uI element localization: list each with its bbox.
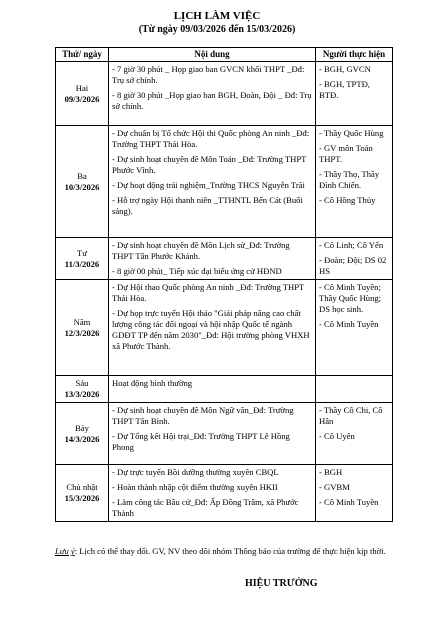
content-item: - Dự sinh hoạt chuyên đề Môn Ngữ văn_Đđ: Trường THPT Tân Bình. [112,405,294,426]
people-cell [316,62,393,126]
footnote [55,546,400,557]
day-cell [56,280,109,376]
people-cell [316,403,393,465]
content-cell [109,62,316,126]
footnote-text: : Lịch có thể thay đổi. GV, NV theo dõi nhóm Thông báo của trường để thực hiện kịp thời. [74,546,386,556]
header-day: Thứ/ ngày [56,48,109,62]
table-row [56,238,393,280]
table-row [56,403,393,465]
day-cell [56,62,109,126]
day-name: Chủ nhật [66,482,98,492]
day-date: 10/3/2026 [64,181,100,192]
content-cell [109,465,316,522]
people-cell [316,376,393,403]
day-name: Ba [77,170,87,181]
people-item: - Thầy Thọ, Thầy Đình Chiến. [319,169,380,190]
day-date: 13/3/2026 [64,389,100,399]
page-subtitle: (Từ ngày 09/03/2026 đến 15/03/2026) [138,24,296,35]
table-row [56,465,393,522]
content-item: - Làm công tác Bầu cử_Đđ: Ấp Đồng Trâm, xã Phước Thành [112,497,299,518]
day-date: 14/3/2026 [64,433,100,444]
day-cell [56,126,109,238]
day-cell [56,376,109,403]
table-header-row [56,48,393,62]
content-item: - 7 giờ 30 phút _ Họp giao ban GVCN khối THPT _Đđ: Trụ sở chính. [112,64,305,85]
signature-title: HIỆU TRƯỞNG [245,578,318,589]
content-item: - 8 giờ 30 phút _Họp giao ban BGH, Đoàn, Đội _ Đđ: Trụ sở chính. [112,90,312,111]
people-item: - GVBM [319,482,350,492]
people-cell [316,465,393,522]
table-row [56,126,393,238]
content-item: - Hỗ trợ ngày Hội thanh niên _TTHNTL Bến Cát (Buổi sáng). [112,195,303,216]
content-cell [109,126,316,238]
day-name: Tư [77,247,87,258]
people-item: - BGH, GVCN [319,64,371,74]
content-item: - 8 giờ 00 phút_ Tiếp xúc đại biểu ứng cử HĐND [112,266,282,276]
content-cell [109,376,316,403]
people-item: - BGH, TPTĐ, BTĐ. [319,79,370,100]
content-item: - Hoàn thành nhập cột điểm thường xuyên HKII [112,482,278,492]
people-cell [316,280,393,376]
content-cell [109,238,316,280]
people-item: - Thầy Cô Chi, Cô Hân [319,405,383,426]
content-item: - Dự Hội thao Quốc phòng An ninh _Đđ: Trường THPT Thái Hòa. [112,282,305,303]
schedule-table [55,47,393,522]
header-people: Người thực hiện [316,48,393,62]
people-item: - Đoàn; Đội; DS 02 HS [319,255,387,276]
people-item: - Cô Uyên [319,431,355,441]
day-name: Sáu [75,378,89,388]
people-item: - Cô Minh Tuyền [319,319,379,329]
day-cell [56,403,109,465]
content-cell [109,280,316,376]
table-row [56,376,393,403]
content-item: - Dự sinh hoạt chuyên đề Môn Lịch sử_Đđ: Trường THPT Tân Phước Khánh. [112,240,290,261]
people-item: - BGH [319,467,343,477]
content-item: - Dự họp trực tuyến Hội thảo "Giải pháp nâng cao chất lượng công tác đối ngoại và hội nhập Quốc tế ngành GDĐT TP đến năm 2030"_Đđ: Hội trường phòng VHXH xã Phước Thành. [112,308,310,351]
content-cell [109,403,316,465]
day-date: 15/3/2026 [64,493,100,503]
people-item: - Cô Linh; Cô Yến [319,240,384,250]
people-cell [316,238,393,280]
people-cell [316,126,393,238]
header-content: Nội dung [109,48,316,62]
people-item: - GV môn Toán THPT. [319,143,373,164]
day-date: 09/3/2026 [64,93,100,104]
day-name: Bảy [75,422,89,433]
day-date: 12/3/2026 [64,327,100,338]
day-cell [56,238,109,280]
content-item: - Dự hoạt động trải nghiệm_Trường THCS Nguyễn Trãi [112,180,305,190]
people-item: - Cô Minh Tuyền [319,497,379,507]
day-cell [56,465,109,522]
day-date: 11/3/2026 [64,258,100,269]
content-item: Hoạt động bình thường [112,378,193,388]
day-name: Hai [75,82,89,93]
content-item: - Dự trực tuyến Bồi dưỡng thường xuyên CBQL [112,467,279,477]
people-item: - Thầy Quốc Hùng [319,128,384,138]
content-item: - Dự Tổng kết Hội trại_Đđ: Trường THPT Lê Hồng Phong [112,431,290,452]
content-item: - Dự sinh hoạt chuyên đề Môn Toán _Đđ: Trường THPT Phước Vĩnh. [112,154,307,175]
table-row [56,62,393,126]
page-title: LỊCH LÀM VIỆC [173,10,261,22]
people-item: - Cô Minh Tuyền; Thầy Quốc Hùng; DS học sinh. [319,282,382,314]
table-row [56,280,393,376]
content-item: - Dự chuẩn bị Tổ chức Hội thi Quốc phòng An ninh _Đđ: Trường THPT Thái Hòa. [112,128,310,149]
people-item: - Cô Hồng Thủy [319,195,376,205]
footnote-label: Lưu ý [55,546,75,556]
day-name: Năm [73,316,91,327]
